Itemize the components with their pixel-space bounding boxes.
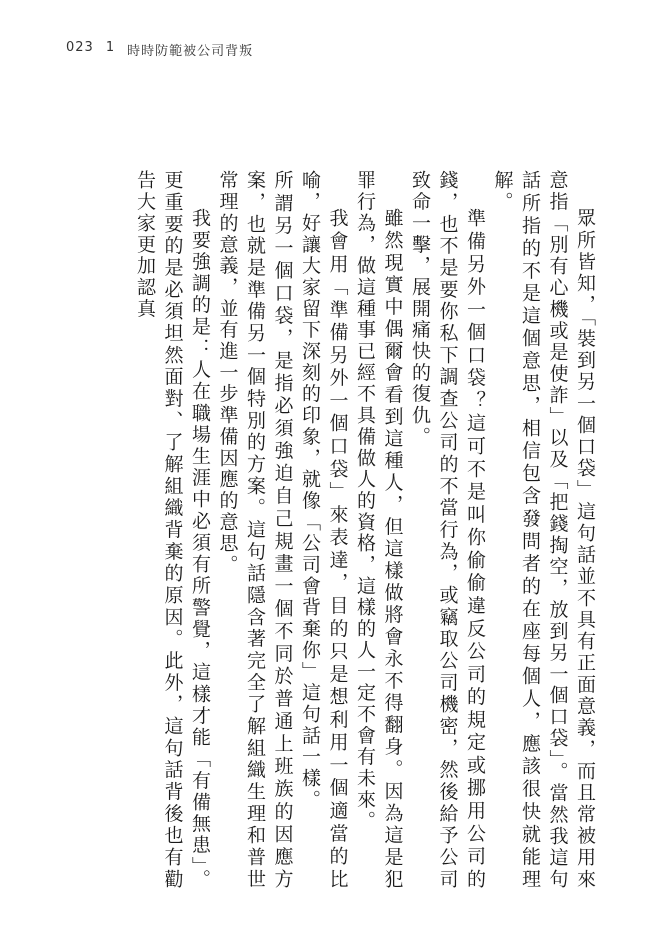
vertical-text-body (78, 170, 598, 890)
paragraph-1: 眾所皆知，「裝到另一個口袋」這句話並不具有正面意義，而且常被用來意指「別有心機或是使詐」以及「把錢掏空，放到另一個口袋」。當然我這句話所指的不是這個意思，相信包含發問者的在座每個人，應該很快就能理解。 (491, 170, 596, 890)
page-number: 023 (66, 40, 94, 55)
paragraph-6: 我要強調的是：人在職場生涯中必須有所警覺，這樣才能「有備無患」。更重要的是必須坦然面對、了解組織背棄的原因。此外，這句話背後也有勸告大家更加認真 (134, 170, 211, 890)
running-header (66, 40, 253, 59)
chapter-number: 1 (105, 40, 116, 55)
paragraph-5: 所謂另一個口袋，是指必須強迫自己規畫一個不同於普通上班族的因應方案，也就是準備另一個特別的方案。這句話隱含著完全了解組織生理和普世常理的意義，並有進一步準備因應的意思。 (216, 170, 294, 890)
paragraph-2: 準備另外一個口袋？這可不是叫你偷偷違反公司的規定或挪用公司的錢，也不是要你私下調查公司的不當行為，或竊取公司機密，然後給予公司致命一擊，展開痛快的復仇。 (409, 170, 486, 890)
paragraph-4: 我會用「準備另外一個口袋」來表達，目的只是想利用一個適當的比喻，好讓大家留下深刻的印象，就像「公司會背棄你」這句話一樣。 (299, 170, 349, 890)
paragraph-3: 雖然現實中偶爾會看到這種人，但這樣做將會永不得翻身。因為這是犯罪行為，做這種事已經不具備做人的資格，這樣的人一定不會有未來。 (354, 170, 404, 890)
chapter-title: 時時防範被公司背叛 (127, 44, 254, 59)
